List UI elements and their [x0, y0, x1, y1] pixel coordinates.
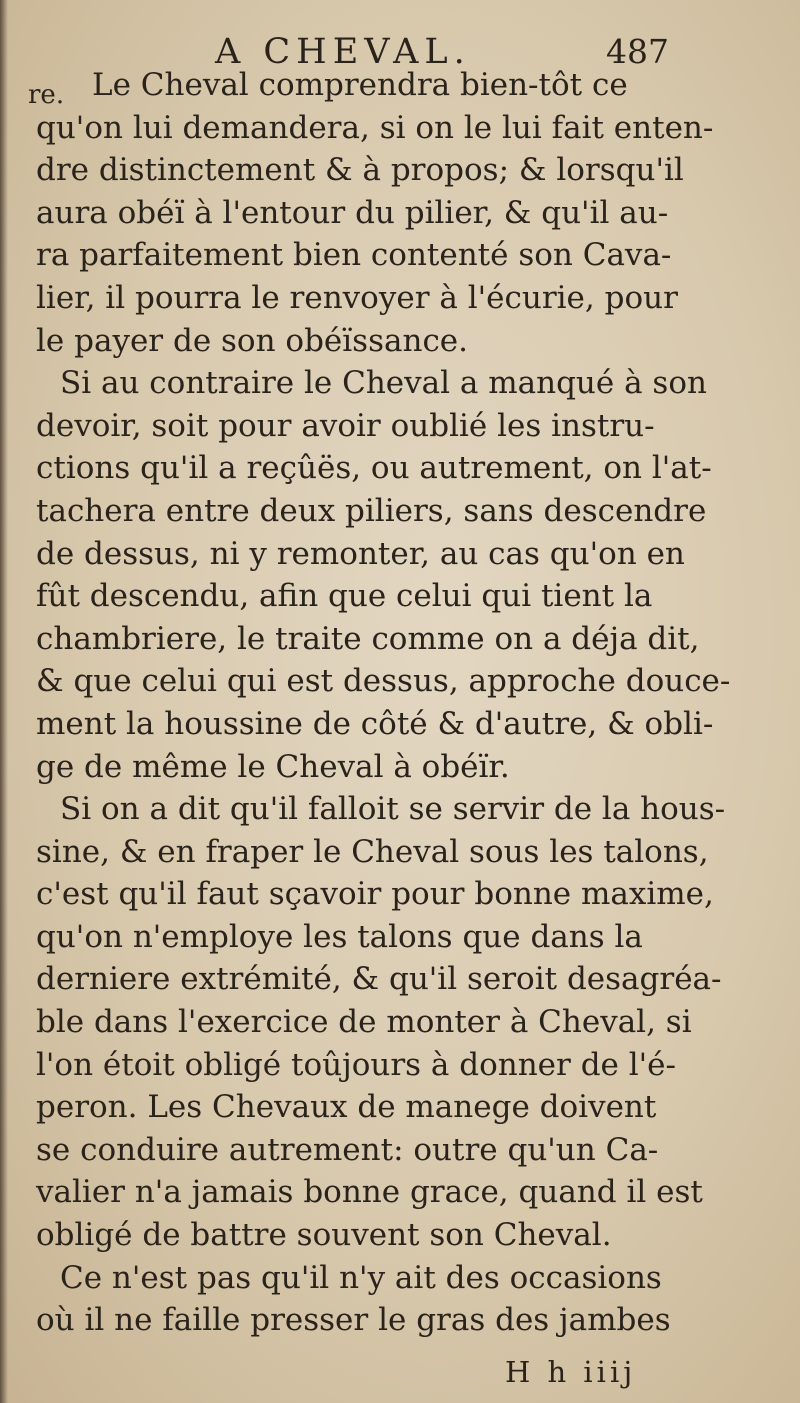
text-line: le payer de son obéïssance.: [36, 322, 469, 359]
page-gutter-shadow: [0, 0, 8, 1403]
text-line: Le Cheval comprendra bien-tôt ce: [92, 67, 628, 103]
signature-mark: H h iiij: [505, 1355, 637, 1389]
text-line: lier, il pourra le renvoyer à l'écurie, pour: [36, 279, 678, 316]
text-line: peron. Les Chevaux de manege doivent: [36, 1089, 657, 1126]
running-title: A CHEVAL.: [215, 32, 471, 72]
body-text: [36, 64, 736, 1342]
text-line: tachera entre deux piliers, sans descendre: [36, 492, 707, 529]
text-line: Si au contraire le Cheval a manqué à son: [60, 365, 707, 402]
text-line: ra parfaitement bien contenté son Cava-: [36, 237, 672, 274]
text-line: Si on a dit qu'il falloit se servir de la hous-: [60, 791, 726, 828]
margin-fragment: re.: [28, 80, 65, 110]
text-line: devoir, soit pour avoir oublié les instru-: [36, 407, 655, 444]
text-line: ble dans l'exercice de monter à Cheval, si: [36, 1004, 692, 1041]
page-number: 487: [606, 32, 669, 71]
text-line: & que celui qui est dessus, approche douce-: [36, 663, 731, 700]
text-line: ment la houssine de côté & d'autre, & obli-: [36, 705, 714, 742]
text-line: l'on étoit obligé toûjours à donner de l'é-: [36, 1046, 676, 1083]
text-line: obligé de battre souvent son Cheval.: [36, 1217, 612, 1254]
text-line: c'est qu'il faut sçavoir pour bonne maxime,: [36, 876, 714, 913]
text-line: ctions qu'il a reçûës, ou autrement, on l'at-: [36, 450, 712, 487]
text-line: qu'on lui demandera, si on le lui fait enten-: [36, 109, 714, 146]
text-line: sine, & en fraper le Cheval sous les talons,: [36, 833, 709, 870]
text-line: qu'on n'employe les talons que dans la: [36, 918, 643, 955]
text-line: chambriere, le traite comme on a déja dit,: [36, 620, 700, 657]
text-line: dre distinctement & à propos; & lorsqu'il: [36, 152, 684, 189]
text-line: se conduire autrement: outre qu'un Ca-: [36, 1131, 659, 1168]
text-line: fût descendu, afin que celui qui tient la: [36, 578, 653, 615]
text-line: Ce n'est pas qu'il n'y ait des occasions: [60, 1259, 662, 1296]
text-line: derniere extrémité, & qu'il seroit desagréa-: [36, 961, 722, 998]
text-line: où il ne faille presser le gras des jambes: [36, 1302, 671, 1339]
text-line: aura obéï à l'entour du pilier, & qu'il au-: [36, 194, 669, 231]
text-line: valier n'a jamais bonne grace, quand il est: [36, 1174, 703, 1211]
text-line: de dessus, ni y remonter, au cas qu'on en: [36, 535, 685, 572]
text-line: ge de même le Cheval à obéïr.: [36, 748, 510, 785]
